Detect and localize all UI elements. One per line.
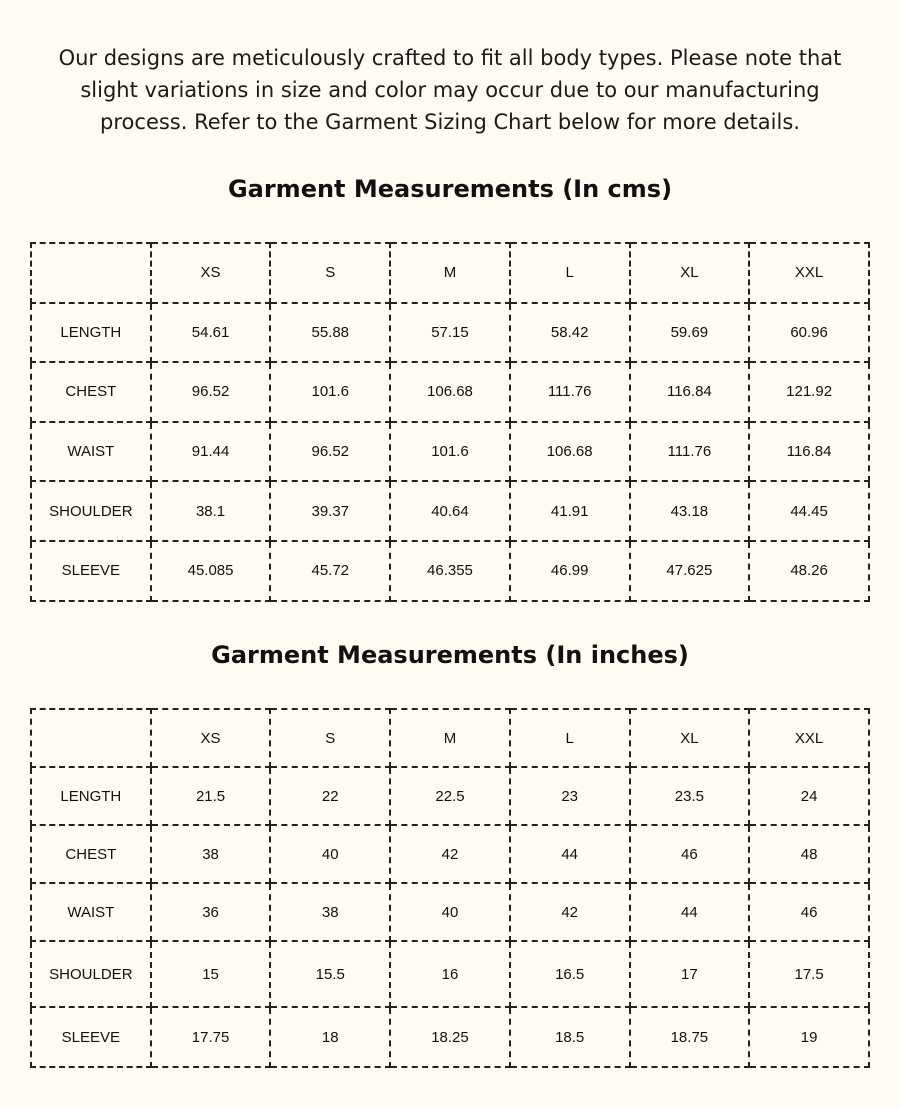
table-cell: 47.625	[630, 541, 750, 601]
header-cell-corner	[31, 243, 151, 303]
table-cell: 43.18	[630, 481, 750, 541]
table-cell: 116.84	[749, 422, 869, 482]
row-label: CHEST	[31, 362, 151, 422]
table-cell: 106.68	[390, 362, 510, 422]
table-cell: 44	[510, 825, 630, 883]
table-row-waist	[31, 422, 869, 482]
table-cell: 45.085	[151, 541, 271, 601]
table-cell: 41.91	[510, 481, 630, 541]
table-cell: 19	[749, 1007, 869, 1067]
table-row-shoulder	[31, 941, 869, 1007]
table-row-chest	[31, 825, 869, 883]
table-cell: 116.84	[630, 362, 750, 422]
table-cell: 57.15	[390, 303, 510, 363]
cm-size-table	[30, 242, 870, 602]
header-cell-xs: XS	[151, 243, 271, 303]
table-cell: 15	[151, 941, 271, 1007]
table-cell: 23	[510, 767, 630, 825]
table-cell: 106.68	[510, 422, 630, 482]
row-label: WAIST	[31, 422, 151, 482]
header-cell-m: M	[390, 243, 510, 303]
table-cell: 40.64	[390, 481, 510, 541]
row-label: SLEEVE	[31, 541, 151, 601]
row-label: SHOULDER	[31, 481, 151, 541]
table-cell: 44	[630, 883, 750, 941]
table-cell: 24	[749, 767, 869, 825]
table-cell: 16	[390, 941, 510, 1007]
table-row-length	[31, 303, 869, 363]
header-cell-m: M	[390, 709, 510, 767]
table-row-chest	[31, 362, 869, 422]
table-cell: 18.75	[630, 1007, 750, 1067]
row-label: LENGTH	[31, 303, 151, 363]
table-cell: 23.5	[630, 767, 750, 825]
intro-paragraph: Our designs are meticulously crafted to fit all body types. Please note that slight variations in size and color may occur due to our manufacturing process. Refer to the Garment Sizing Chart below for more details.	[58, 46, 842, 134]
table-cell: 22.5	[390, 767, 510, 825]
table-cell: 17.5	[749, 941, 869, 1007]
table-cell: 17.75	[151, 1007, 271, 1067]
table-cell: 42	[510, 883, 630, 941]
table-cell: 21.5	[151, 767, 271, 825]
header-cell-xxl: XXL	[749, 709, 869, 767]
table-cell: 38.1	[151, 481, 271, 541]
table-cell: 54.61	[151, 303, 271, 363]
table-cell: 45.72	[270, 541, 390, 601]
table-cell: 17	[630, 941, 750, 1007]
header-cell-s: S	[270, 243, 390, 303]
table-cell: 101.6	[270, 362, 390, 422]
table-cell: 59.69	[630, 303, 750, 363]
table-header-row	[31, 243, 869, 303]
header-cell-l: L	[510, 243, 630, 303]
row-label: LENGTH	[31, 767, 151, 825]
table-cell: 96.52	[151, 362, 271, 422]
table-cell: 40	[390, 883, 510, 941]
row-label: CHEST	[31, 825, 151, 883]
table-cell: 38	[270, 883, 390, 941]
table-row-shoulder	[31, 481, 869, 541]
table-cell: 46.99	[510, 541, 630, 601]
table-cell: 40	[270, 825, 390, 883]
table-cell: 16.5	[510, 941, 630, 1007]
table-cell: 48.26	[749, 541, 869, 601]
table-cell: 44.45	[749, 481, 869, 541]
table-row-waist	[31, 883, 869, 941]
table-header-row	[31, 709, 869, 767]
cm-table-title: Garment Measurements (In cms)	[227, 175, 673, 203]
inch-table-title: Garment Measurements (In inches)	[211, 641, 689, 669]
table-cell: 18.25	[390, 1007, 510, 1067]
table-cell: 111.76	[510, 362, 630, 422]
row-label: SHOULDER	[31, 941, 151, 1007]
table-cell: 42	[390, 825, 510, 883]
table-cell: 101.6	[390, 422, 510, 482]
table-cell: 46.355	[390, 541, 510, 601]
header-cell-corner	[31, 709, 151, 767]
table-cell: 48	[749, 825, 869, 883]
table-cell: 18.5	[510, 1007, 630, 1067]
table-cell: 91.44	[151, 422, 271, 482]
header-cell-xs: XS	[151, 709, 271, 767]
table-cell: 60.96	[749, 303, 869, 363]
table-row-sleeve	[31, 1007, 869, 1067]
table-cell: 46	[630, 825, 750, 883]
table-cell: 22	[270, 767, 390, 825]
header-cell-xxl: XXL	[749, 243, 869, 303]
table-cell: 38	[151, 825, 271, 883]
table-cell: 15.5	[270, 941, 390, 1007]
table-cell: 39.37	[270, 481, 390, 541]
table-cell: 111.76	[630, 422, 750, 482]
row-label: SLEEVE	[31, 1007, 151, 1067]
table-cell: 46	[749, 883, 869, 941]
table-cell: 55.88	[270, 303, 390, 363]
row-label: WAIST	[31, 883, 151, 941]
table-cell: 96.52	[270, 422, 390, 482]
table-row-length	[31, 767, 869, 825]
header-cell-s: S	[270, 709, 390, 767]
header-cell-l: L	[510, 709, 630, 767]
table-cell: 18	[270, 1007, 390, 1067]
header-cell-xl: XL	[630, 709, 750, 767]
table-cell: 121.92	[749, 362, 869, 422]
inch-size-table	[30, 708, 870, 1068]
table-cell: 36	[151, 883, 271, 941]
table-cell: 58.42	[510, 303, 630, 363]
header-cell-xl: XL	[630, 243, 750, 303]
table-row-sleeve	[31, 541, 869, 601]
